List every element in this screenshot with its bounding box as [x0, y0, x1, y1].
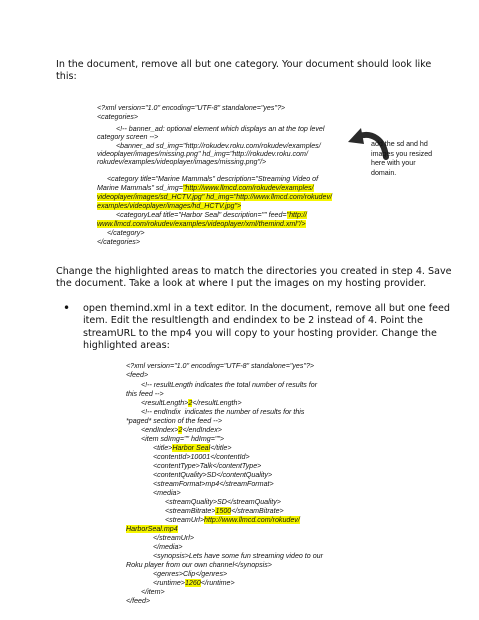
xml1-line-14: </category>: [107, 229, 145, 237]
bullet-line-2: item. Edit the resultlength and endindex to be 2 instead of 4. Point the: [83, 315, 423, 327]
xml2-runtime-open: <runtime>: [153, 579, 185, 587]
xml2-stream-url-open: <streamUrl>: [165, 516, 205, 524]
bullet-line-4: highlighted areas:: [83, 340, 170, 352]
xml1-highlight-sd-url: "http://www.llmcd.com/rokudev/examples/: [182, 184, 314, 192]
side-note: [371, 140, 432, 178]
xml2-line-4: this feed -->: [126, 390, 164, 398]
xml2-highlight-result-length: 2: [188, 399, 193, 407]
xml2-result-length-close: </resultLength>: [192, 399, 242, 407]
intro-paragraph: [56, 59, 431, 84]
xml1-highlight-feed-start: "http://: [286, 211, 307, 219]
xml2-line-1: <?xml version="1.0" encoding="UTF-8" standalone="yes"?>: [126, 362, 315, 370]
xml2-line-23: Roku player from our own channel</synopsis>: [126, 561, 272, 569]
xml2-line-7: *paged* section of the feed -->: [126, 417, 223, 425]
side-note-line-4: domain.: [371, 168, 397, 177]
xml2-title-close: </title>: [210, 444, 232, 452]
xml2-line-13: <contentQuality>SD</contentQuality>: [153, 471, 273, 479]
side-note-line-1: add the sd and hd: [371, 140, 428, 148]
bullet-line-1: open themind.xml in a text editor. In the document, remove all but one feed: [83, 303, 451, 314]
intro-line-2: this:: [56, 71, 77, 83]
bullet-line-3: streamURL to the mp4 you will copy to your hosting provider. Change the: [83, 327, 437, 339]
middle-line-2: the document. Take a look at where I put the images on my hosting provider.: [56, 278, 427, 290]
xml1-line-8: <category title="Marine Mammals" description="Streaming Video of: [107, 175, 319, 183]
xml1-line-4: category screen -->: [97, 133, 159, 141]
xml2-line-3: <!-- resultLength indicates the total number of results for: [141, 381, 318, 389]
xml1-line-12a: <categoryLeaf title="Harbor Seal" description="" feed=: [116, 211, 287, 219]
xml2-highlight-runtime: 1260: [184, 579, 201, 587]
xml2-line-6: <!-- endIndix indicates the number of results for this: [141, 408, 305, 416]
xml2-line-2: <feed>: [126, 371, 149, 379]
xml1-line-6: videoplayer/images/missing.png" hd_img="http://rokudev.roku.com/: [97, 150, 308, 158]
bullet-paragraph: [83, 303, 450, 353]
middle-paragraph: [56, 266, 452, 291]
xml2-title-open: <title>: [153, 444, 173, 452]
bullet-symbol: •: [63, 301, 71, 315]
xml2-line-18: [165, 516, 300, 526]
xml2-line-14: <streamFormat>mp4</streamFormat>: [153, 480, 274, 488]
xml1-line-7: rokudev/examples/videoplayer/images/missing.png"/>: [97, 158, 267, 166]
xml2-line-15: <media>: [153, 489, 181, 497]
xml2-end-index-close: </endIndex>: [182, 426, 222, 434]
xml2-highlight-end-index: 2: [178, 426, 183, 434]
middle-line-1: Change the highlighted areas to match the directories you created in step 4. Save: [56, 266, 452, 277]
xml2-highlight-title: Harbor Seal: [172, 444, 211, 452]
xml2-end-index-open: <endIndex>: [141, 426, 179, 434]
xml2-highlight-mp4: HarborSeal.mp4: [126, 525, 178, 533]
xml2-runtime-close: </runtime>: [200, 579, 235, 587]
xml1-line-3: <!-- banner_ad: optional element which displays an at the top level: [116, 125, 325, 133]
xml1-line-1: <?xml version="1.0" encoding="UTF-8" standalone="yes"?>: [97, 104, 286, 112]
xml2-line-24: <genres>Clip</genres>: [153, 570, 228, 578]
xml2-line-27: </feed>: [126, 597, 151, 605]
xml2-line-21: </media>: [153, 543, 183, 551]
xml1-highlight-hd-url: examples/videoplayer/images/hd_HCTV.jpg">: [97, 202, 242, 210]
xml2-line-16: <streamQuality>SD</streamQuality>: [165, 498, 281, 506]
xml2-result-length-open: <resultLength>: [141, 399, 189, 407]
xml2-highlight-stream-url: http://www.llmcd.com/rokudev/: [204, 516, 300, 524]
xml2-bitrate-open: <streamBitrate>: [165, 507, 216, 515]
intro-line-1: In the document, remove all but one category. Your document should look like: [56, 59, 432, 70]
xml2-line-26: </item>: [141, 588, 165, 596]
xml1-line-5: <banner_ad sd_img="http://rokudev.roku.com/rokudev/examples/: [116, 142, 321, 150]
xml2-line-12: <contentType>Talk</contentType>: [153, 462, 262, 470]
xml1-highlight-url-line: videoplayer/images/sd_HCTV.jpg" hd_img="http://www.llmcd.com/rokudev/: [97, 193, 332, 201]
xml2-bitrate-close: </streamBitrate>: [231, 507, 284, 515]
xml2-line-25: [153, 579, 235, 589]
xml1-highlight-feed-url: www.llmcd.com/rokudev/examples/videoplayer/xml/themind.xml"/>: [97, 220, 306, 228]
xml2-line-11: <contentId>10001</contentId>: [153, 453, 250, 461]
xml2-line-20: </streamUrl>: [153, 534, 194, 542]
side-note-line-3: here with your: [371, 159, 416, 168]
xml1-line-15: </categories>: [97, 238, 140, 246]
xml2-line-9: <item sdImg="" hdImg="">: [141, 435, 225, 443]
side-note-line-2: images you resized: [371, 149, 433, 158]
xml1-line-9a: Marine Mammals" sd_img=: [97, 184, 183, 192]
xml2-line-22: <synopsis>Lets have some fun streaming video to our: [153, 552, 323, 560]
xml1-line-2: <categories>: [97, 113, 139, 121]
xml2-highlight-bitrate: 1500: [215, 507, 232, 515]
